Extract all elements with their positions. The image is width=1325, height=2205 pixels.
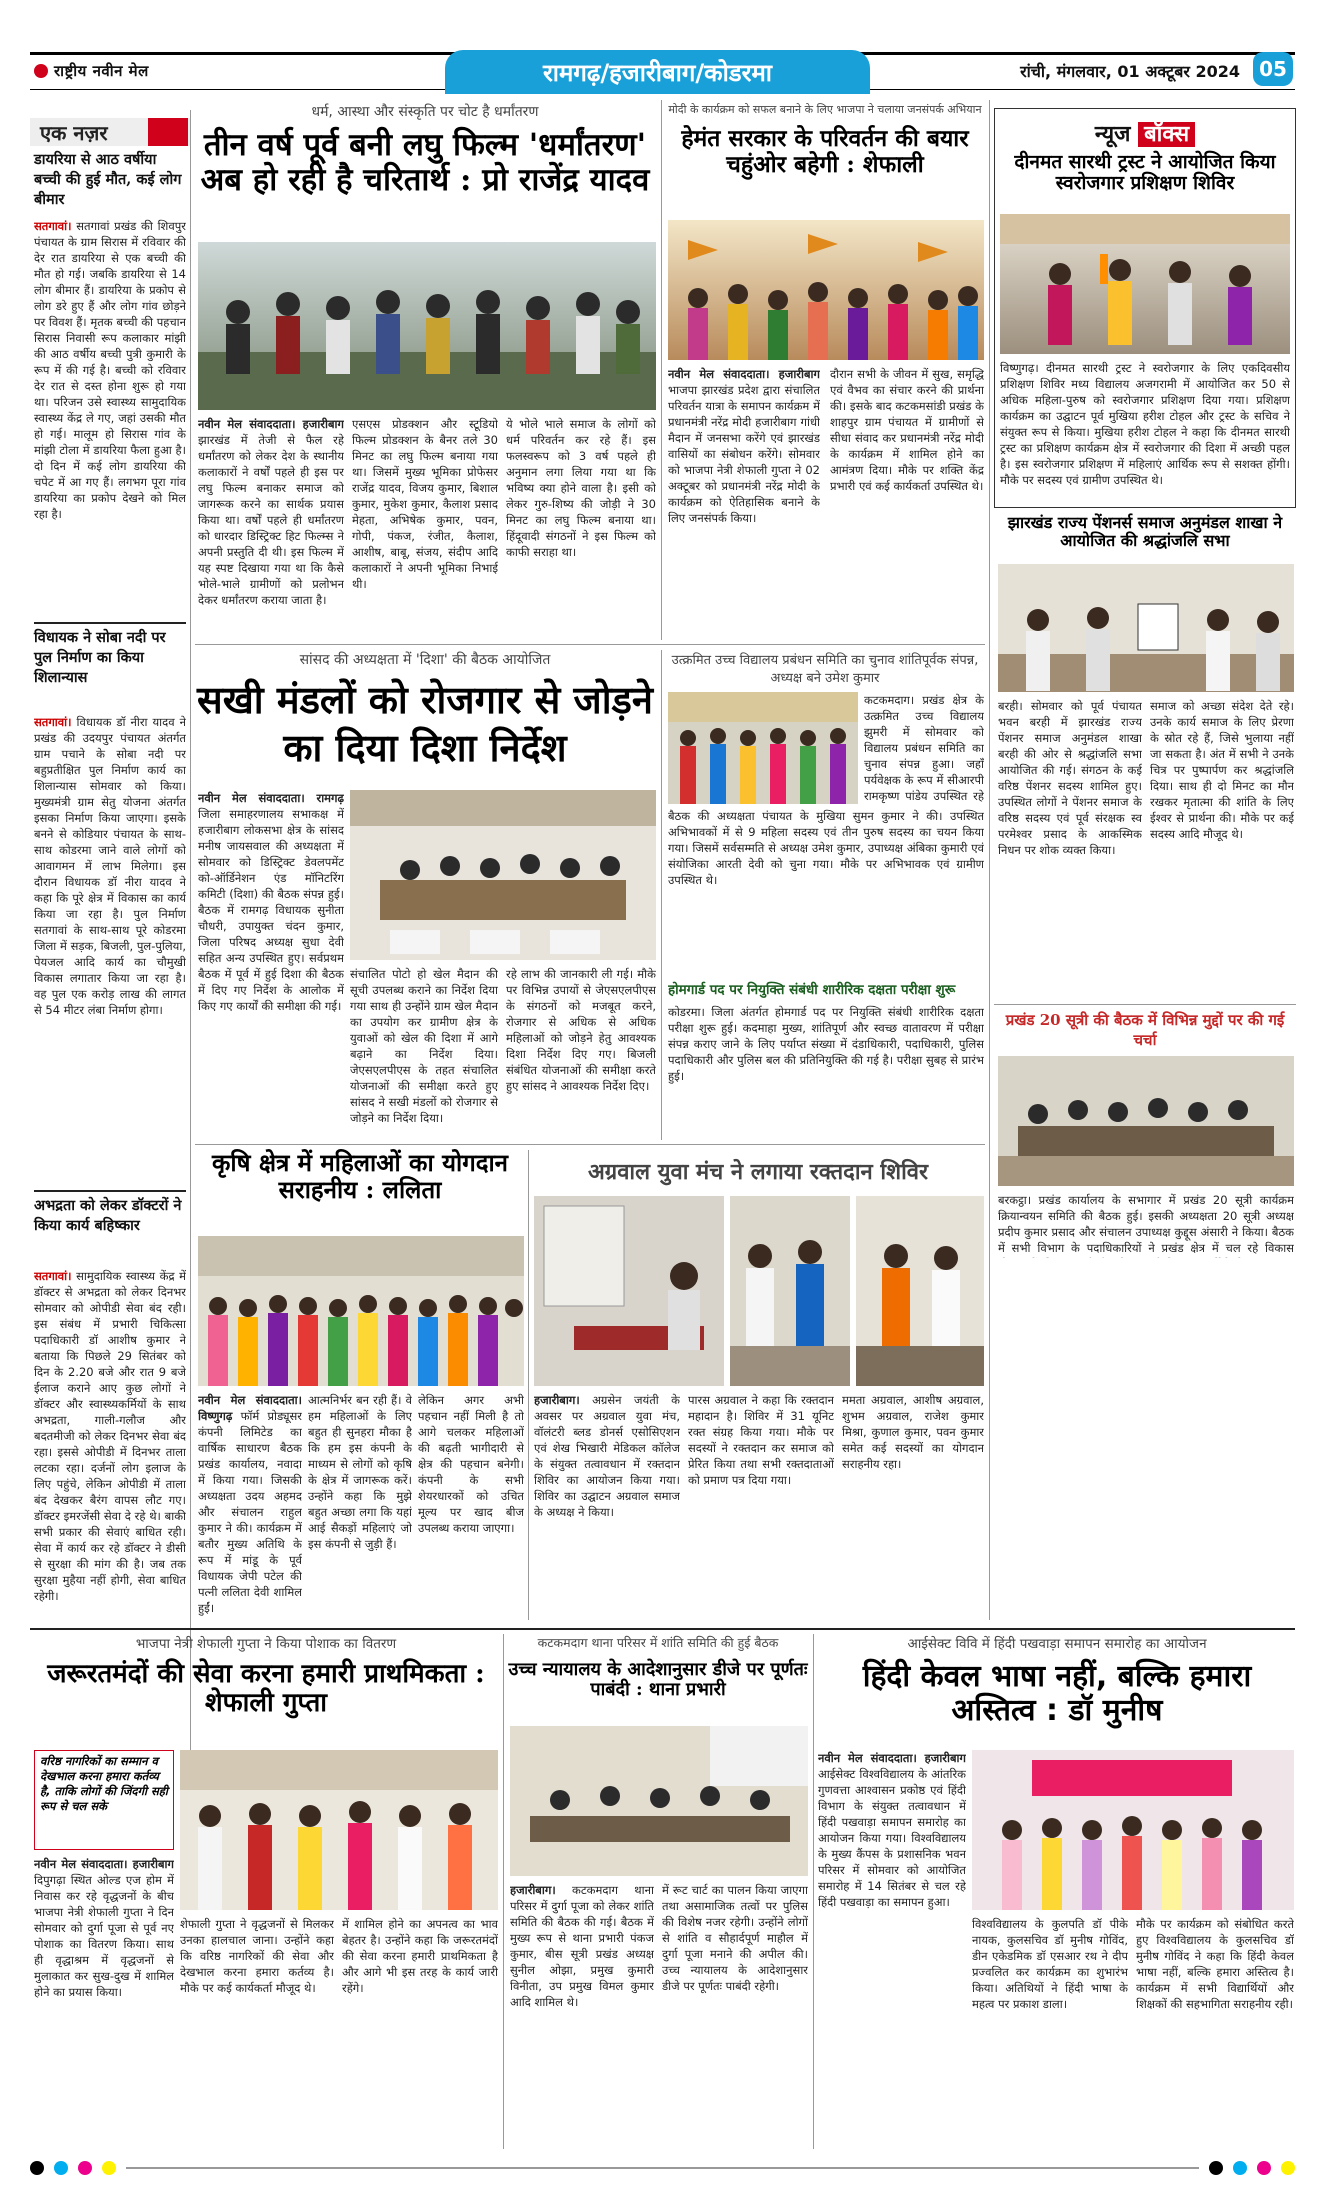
story1-kicker: धर्म, आस्था और संस्कृति पर चोट है धर्मांतरण — [311, 104, 539, 120]
story11-col1 — [510, 1882, 654, 2146]
story10-body1: दिपुगढ़ा स्थित ओल्ड एज होम में निवास कर रहे वृद्धजनों के बीच भाजपा नेत्री शेफाली गुप्ता ने दिन सोमवार को दुर्गा पूजा से पूर्व नए पोशाक का वितरण किया। साथ ही वृद्धाश्रम में वृद्धजनों से मुलाकात कर सुख-दुख में शामिल होने का प्रयास किया। — [34, 1873, 174, 1999]
story12-photo — [972, 1750, 1294, 1910]
story7-body: बरकट्ठा। प्रखंड कार्यालय के सभागार में प्रखंड 20 सूत्री कार्यक्रम क्रियान्वयन समिति की बैठक हुई। इसकी अध्यक्षता 20 सूत्री अध्यक्ष प्रदीप कुमार प्रसाद और संचालन उपाध्यक्ष कुद्दूस अंसारी ने किया। बैठक में सभी विभाग के पदाधिकारियों ने प्रखंड क्षेत्र में चल रहे विकास — [998, 1193, 1294, 1255]
divider — [34, 622, 186, 624]
story3-photo — [350, 790, 656, 960]
story9-body1: अग्रसेन जयंती के अवसर पर अग्रवाल युवा मंच, वॉलंटरी ब्लड डोनर्स एसोसिएशन एवं शेख भिखारी मेडिकल कॉलेज के संयुक्त तत्वावधान में रक्तदान शिविर का आयोजन किया गया। शिविर का उद्घाटन अग्रवाल समाज के अध्यक्ष ने किया। — [534, 1393, 680, 1519]
story9-col3: ममता अग्रवाल, आशीष अग्रवाल, शुभम अग्रवाल, राजेश कुमार मिश्रा, कुणाल कुमार, पवन कुमार समेत कई सदस्यों का योगदान सराहनीय रहा। — [842, 1393, 984, 1471]
brand-logo — [34, 55, 234, 87]
story11-headline: उच्च न्यायालय के आदेशानुसार डीजे पर पूर्णतः पाबंदी : थाना प्रभारी — [508, 1659, 808, 1701]
story4-subhead: होमगार्ड पद पर नियुक्ति संबंधी शारीरिक दक्षता परीक्षा शुरू — [668, 982, 956, 998]
story8-col3: लेकिन अगर अभी पहचान नहीं मिली है तो आगे चलकर महिलाओं की बढ़ती भागीदारी से क्षेत्र की पहचान बनेगी। कंपनी के सभी शेयरधारकों को उचित मूल्य पर खाद बीज उपलब्ध कराया जाएगा। — [418, 1393, 524, 1535]
registration-dot-icon — [1257, 2161, 1271, 2175]
date-line: रांची, मंगलवार, 01 अक्टूबर 2024 — [1020, 62, 1240, 81]
brief3-text: सामुदायिक स्वास्थ्य केंद्र में डॉक्टर से अभद्रता को लेकर दिनभर सोमवार को ओपीडी सेवा बंद रही। इस संबंध में प्रभारी चिकित्सा पदाधिकारी डॉ आशीष कुमार ने बताया कि पिछले 29 सितंबर को दिन के 2.20 बजे और रात 9 बजे ईलाज कराने आए कुछ लोगों ने डॉक्टर और स्वास्थ्यकर्मियों के साथ अभद्रता, गाली-गलौज और बदतमीजी को लेकर दिनभर सेवा बंद रहा। इससे ओपीडी में दिनभर ताला लटका रहा। दर्जनों लोग इलाज के लिए पहुंचे, लेकिन ओपीडी में ताला बंद देखकर बैरंग वापस लौट गए। डॉक्टर इमरजेंसी सेवा दे रहे थे। बाकी सभी प्रकार की सेवाएं बाधित रही। सेवा में कार्य कर रहे डॉक्टर ने डीसी से सुरक्षा की मांग की है। जब तक सुरक्षा मुहैया नहीं होगी, सेवा बाधित रहेगी। — [34, 1269, 186, 1603]
story3-col2: संचालित पोटो हो खेल मैदान की सूची उपलब्ध कराने का निर्देश दिया गया साथ ही उन्होंने ग्राम खेल मैदान का उपयोग कर ग्रामीण क्षेत्र के युवाओं को खेल की दिशा में आगे बढ़ाने का निर्देश दिया। जेएसएलपीएस के तहत संचालित योजनाओं की समीक्षा करते हुए सांसद ने सखी मंडलों को रोजगार से जोड़ने का निर्देश दिया। — [350, 967, 498, 1125]
story3-col3: रहे लाभ की जानकारी ली गई। मौके पर विभिन्न उपायों से जेएसएलपीएस के संगठनों को मजबूत करने, रोजगार से अधिक से अधिक महिलाओं को जोड़ने हेतु आवश्यक दिशा निर्देश दिए गए। बिजली संबंधित योजनाओं की समीक्षा करते हुए सांसद ने आवश्यक निर्देश दिए। — [506, 967, 656, 1093]
column-divider — [528, 1150, 529, 1620]
registration-dot-icon — [1209, 2161, 1223, 2175]
edition-title-banner — [445, 50, 870, 94]
story3-col1 — [198, 790, 344, 1140]
brief1-place: सतगावां। — [34, 219, 72, 233]
story3-byline: नवीन मेल संवाददाता। रामगढ़ — [198, 791, 344, 805]
divider — [34, 1190, 186, 1192]
registration-dot-icon — [54, 2161, 68, 2175]
story6-photo — [998, 564, 1294, 692]
story4-body1: कटकमदाग। प्रखंड क्षेत्र के उत्क्रमित उच्च विद्यालय झुमरी में सोमवार को विद्यालय प्रबंधन समिति का चुनाव संपन्न हुआ। जहाँ पर्यवेक्षक के रूप में सीआरपी रामकृष्ण पांडेय उपस्थित रहे — [864, 693, 984, 803]
story10-col2: शेफाली गुप्ता ने वृद्धजनों से मिलकर उनका हालचाल जाना। उन्होंने कहा कि वरिष्ठ नागरिकों की सेवा और देखभाल करना हमारा कर्तव्य है। मौके पर कई कार्यकर्ता मौजूद थे। — [180, 1917, 334, 1995]
edition-title: रामगढ़/हजारीबाग/कोडरमा — [542, 58, 773, 87]
story12-col2: विश्वविद्यालय के कुलपति डॉ पीके नायक, कुलसचिव डॉ मुनीष गोविंद, डीन एकेडमिक डॉ एसआर रथ ने दीप प्रज्वलित कर कार्यक्रम का शुभारंभ किया। अतिथियों ने हिंदी भाषा के महत्व पर प्रकाश डाला। — [972, 1917, 1128, 2011]
story11-body1: कटकमदाग थाना परिसर में दुर्गा पूजा को लेकर शांति समिति की बैठक की गई। बैठक में मुख्य रूप से थाना प्रभारी पंकज कुमार, बीस सूत्री प्रखंड अध्यक्ष सुनील ओझा, प्रमुख कुमारी विनीता, उप प्रमुख विमल कुमार आदि शामिल थे। — [510, 1883, 654, 2009]
divider — [195, 644, 985, 645]
story1-col1 — [198, 416, 344, 636]
story11-photo — [510, 1726, 808, 1876]
registration-dot-icon — [102, 2161, 116, 2175]
story10-quote: वरिष्ठ नागरिकों का सम्मान व देखभाल करना हमारा कर्तव्य है, ताकि लोगों की जिंदगी सही रूप से चल सके — [40, 1754, 168, 1813]
brief1-text: सतगावां प्रखंड की शिवपुर पंचायत के ग्राम सिरास में रविवार की देर रात डायरिया से एक बच्ची की मौत हो गई। जबकि डायरिया से 14 लोग बीमार हैं। डायरिया के प्रकोप से लोग डरे हुए हैं और लोग गांव छोड़ने पर विवश हैं। मृतक बच्ची की पहचान सिरास निवासी रूप कलाकार मांझी की आठ वर्षीय बच्ची पुत्री कुमारी के रूप में की गई है। बच्ची को रविवार देर रात से दस्त होना शुरू हो गया था। परिजन उसे स्वास्थ्य सामुदायिक स्वास्थ्य केंद्र ले गए, जहां उसकी मौत हो गई। मालूम हो सिरास गांव के मांझी टोला में डायरिया फैला हुआ है। दो दिन में कई लोग डायरिया की चपेट में आ गए हैं। लगभग पूरा गांव डायरिया का प्रकोप देखने को मिल रहा है। — [34, 219, 186, 521]
brand-dot-icon — [34, 64, 48, 78]
story10-col3: में शामिल होने का अपनत्व का भाव बेहतर है। उन्होंने कहा कि जरूरतमंदों की सेवा करना हमारी प्राथमिकता है और आगे भी इस तरह के कार्य जारी रहेंगे। — [342, 1917, 498, 1995]
story10-byline: नवीन मेल संवाददाता। हजारीबाग — [34, 1857, 174, 1871]
news-box-kicker — [994, 118, 1296, 148]
story4-subbody: कोडरमा। जिला अंतर्गत होमगार्ड पद पर नियुक्ति संबंधी शारीरिक दक्षता परीक्षा शुरू हुई। कदमाहा मुख्य, शांतिपूर्ण और स्वच्छ वातावरण में परीक्षा संपन्न कराए जाने के लिए पर्याप्त संख्या में दंडाधिकारी, पदाधिकारी, पुलिस पदाधिकारी और पुलिस बल की प्रतिनियुक्ति की गई है। परीक्षा सुबह से प्रारंभ हुई। — [668, 1005, 984, 1083]
column-divider — [190, 110, 191, 1760]
story11-byline: हजारीबाग। — [510, 1883, 556, 1897]
brief3-place: सतगावां। — [34, 1269, 72, 1283]
story6-headline: झारखंड राज्य पेंशनर्स समाज अनुमंडल शाखा ने आयोजित की श्रद्धांजलि सभा — [1007, 513, 1283, 550]
column-divider — [503, 1634, 504, 2149]
news-box-kicker-plain: न्यूज — [1094, 122, 1131, 147]
story2-col2: दौरान सभी के जीवन में सुख, समृद्धि एवं वैभव का संचार करने की प्रार्थना की। इसके बाद कटकमसांडी प्रखंड के शाहपुर ग्राम पंचायत में ग्रामीणों से सीधा संवाद कर प्रधानमंत्री नरेंद्र मोदी के कार्यक्रम में शामिल होने का आमंत्रण दिया। मौके पर शक्ति केंद्र प्रभारी एवं कई कार्यकर्ता उपस्थित थे। — [830, 367, 984, 493]
brief3-headline: अभद्रता को लेकर डॉक्टरों ने किया कार्य बहिष्कार — [34, 1197, 182, 1234]
section-accent — [148, 118, 188, 146]
column-divider — [661, 650, 662, 1140]
story9-col2: पारस अग्रवाल ने कहा कि रक्तदान महादान है। शिविर में 31 यूनिट रक्त संग्रह किया गया। मौके पर सदस्यों ने रक्तदान कर समाज को प्रेरित किया तथा सभी रक्तदाताओं को प्रमाण पत्र दिया गया। — [688, 1393, 834, 1487]
story10-col1 — [34, 1856, 174, 2146]
story8-col2: आत्मनिर्भर बन रही हैं। वे हम महिलाओं के लिए बहुत ही सुनहरा मौका है कि हम इस कंपनी के माध्यम से लोगों को कृषि के क्षेत्र में जागरूक करें। उन्होंने कहा कि मुझे बहुत अच्छा लगा कि यहां आई सैकड़ों महिलाएं जो इस कंपनी से जुड़ी हैं। — [308, 1393, 412, 1551]
print-color-strip — [30, 2160, 1295, 2176]
brief2-body — [34, 714, 186, 1184]
story2-photo — [668, 220, 984, 360]
registration-dot-icon — [1233, 2161, 1247, 2175]
story9-byline: हजारीबाग। — [534, 1393, 580, 1407]
news-box-photo — [1000, 214, 1290, 354]
story9-photo-left — [534, 1196, 724, 1386]
story4-kicker: उत्क्रमित उच्च विद्यालय प्रबंधन समिति का चुनाव शांतिपूर्वक संपन्न, अध्यक्ष बने उमेश कुमार — [671, 653, 979, 686]
story1-byline: नवीन मेल संवाददाता। हजारीबाग — [198, 417, 344, 431]
divider — [30, 1628, 1295, 1630]
story7-photo — [998, 1056, 1294, 1186]
story1-col2: एसएस प्रोडक्शन और स्टूडियो फिल्म प्रोडक्शन के बैनर तले 30 मिनट का लघु फिल्म बनाया गया था। जिसमें मुख्य भूमिका प्रोफेसर राजेंद्र यादव, विजय कुमार, बिशाल कुमार, मुकेश कुमार, कैलाश प्रसाद मेहता, अभिषेक कुमार, पवन, गोपी, पंकज, रंजीत, कैलाश, आशीष, बाबू, संजय, संदीप आदि कलाकारों ने अपनी भूमिका निभाई थी। — [352, 417, 498, 591]
registration-dot-icon — [30, 2161, 44, 2175]
brief2-place: सतगावां। — [34, 715, 72, 729]
brief1-headline: डायरिया से आठ वर्षीया बच्ची की हुई मौत, कई लोग बीमार — [34, 151, 182, 208]
story8-byline: नवीन मेल संवाददाता। विष्णुगढ़ — [198, 1393, 302, 1423]
story9-col1 — [534, 1392, 680, 1622]
story2-col1 — [668, 366, 820, 636]
story3-kicker: सांसद की अध्यक्षता में 'दिशा' की बैठक आयोजित — [299, 652, 551, 668]
brief1-body — [34, 218, 186, 618]
story9-photo-mid — [730, 1196, 850, 1386]
news-box-body: विष्णुगढ़। दीनमत सारथी ट्रस्ट ने स्वरोजगार के लिए एकदिवसीय प्रशिक्षण शिविर मध्य विद्यालय अजगरामी में आयोजित कर 50 से अधिक महिला-पुरुष को स्वरोजगार प्रशिक्षण दिया गया। प्रशिक्षण कार्यक्रम का उद्घाटन पूर्व मुखिया हरीश टोहल और ट्रस्ट के सचिव ने संयुक्त रूप से किया। मुखिया हरीश टोहल ने कहा कि दीनमत सारथी ट्रस्ट का प्रशिक्षण कार्यक्रम क्षेत्र में स्वरोजगार की दिशा में अच्छी पहल है। इस स्वरोजगार प्रशिक्षण में महिलाएं आर्थिक रूप से सशक्त होंगी। मौके पर सदस्य एवं ग्रामीण उपस्थित थे। — [1000, 361, 1290, 487]
story8-headline: कृषि क्षेत्र में महिलाओं का योगदान सराहनीय : ललिता — [211, 1148, 508, 1204]
story3-headline: सखी मंडलों को रोजगार से जोड़ने का दिया दिशा निर्देश — [197, 678, 653, 770]
brief2-text: विधायक डॉ नीरा यादव ने प्रखंड की उदयपुर पंचायत अंतर्गत ग्राम पचाने के सोबा नदी पर बहुप्रतीक्षित पुल निर्माण कार्य का शिलान्यास सोमवार को किया। मुख्यमंत्री ग्राम सेतु योजना अंतर्गत इसका निर्माण किया जाएगा। इसके बनने से कोडियार पंचायत के साथ-साथ कोडरमा जाने वाले लोगों को आवागमन में लाभ मिलेगा। इस दौरान विधायक डॉ नीरा यादव ने कहा कि पूरे क्षेत्र में विकास का कार्य किया जा रहा है। पुल निर्माण सतगावां के साथ-साथ पूरे कोडरमा जिला में सड़क, बिजली, पुल-पुलिया, पेयजल आदि कार्य का चौमुखी विकास लगातार किया जा रहा है। वह पुल एक करोड़ लाख की लागत से 54 मीटर लंबा निर्माण होगा। — [34, 715, 186, 1017]
column-divider — [813, 1634, 814, 2149]
story1-photo — [198, 242, 656, 410]
story2-kicker: मोदी के कार्यक्रम को सफल बनाने के लिए भाजपा ने चलाया जनसंपर्क अभियान — [668, 103, 982, 116]
story4-photo — [668, 692, 858, 804]
news-box-kicker-accent: बॉक्स — [1138, 122, 1195, 147]
story3-body1: जिला समाहरणालय सभाकक्ष में हजारीबाग लोकसभा क्षेत्र के सांसद मनीष जायसवाल की अध्यक्षता में सोमवार को डिस्ट्रिक्ट डेवलपमेंट को-ऑर्डिनेशन एंड मॉनिटरिंग कमिटी (दिशा) की बैठक संपन्न हुई। बैठक में रामगढ़ विधायक सुनीता चौधरी, उपायुक्त चंदन कुमार, जिला परिषद अध्यक्ष सुधा देवी सहित अन्य उपस्थित हुए। सर्वप्रथम बैठक में पूर्व में हुई दिशा की बैठक में दिए गए निर्देश के आलोक में किए गए कार्यों की समीक्षा की गई। — [198, 807, 344, 1013]
news-box-headline: दीनमत सारथी ट्रस्ट ने आयोजित किया स्वरोजगार प्रशिक्षण शिविर — [1014, 151, 1276, 195]
story9-photo-right — [856, 1196, 984, 1386]
section-label-text: एक नज़र — [40, 120, 108, 145]
story10-headline: जरूरतमंदों की सेवा करना हमारी प्राथमिकता : शेफाली गुप्ता — [47, 1659, 485, 1719]
brief2-headline: विधायक ने सोबा नदी पर पुल निर्माण का किया शिलान्यास — [34, 629, 166, 686]
story4-body2: बैठक की अध्यक्षता पंचायत के मुखिया सुमन कुमार ने की। उपस्थित अभिभावकों में से 9 महिला सदस्य एवं तीन पुरुष सदस्य का चयन किया गया। जिसमें सर्वसम्मति से अध्यक्ष उमेश कुमार, उपाध्यक्ष अंबिका कुमारी एवं संयोजिका आरती देवी को चुना गया। मौके पर अभिभावक एवं ग्रामीण उपस्थित थे। — [668, 809, 984, 887]
story10-photo — [180, 1750, 498, 1910]
story12-headline: हिंदी केवल भाषा नहीं, बल्कि हमारा अस्तित्व : डॉ मुनीष — [862, 1659, 1252, 1728]
story1-col3: ये भोले भाले समाज के लोगों को धर्म परिवर्तन कर रहे हैं। इस फलस्वरूप को 3 वर्ष पहले ही अनुमान लगा लिया गया था कि भविष्य क्या होने वाला है। इसी को लेकर गुरु-शिष्य की जोड़ी ने 30 मिनट का लघु फिल्म बनाया था। हिंदूवादी संगठनों ने इस फिल्म को काफी सराहा था। — [506, 417, 656, 559]
column-divider — [661, 100, 662, 640]
column-divider — [989, 100, 990, 1260]
page-number: 05 — [1253, 52, 1293, 86]
story11-col2: में रूट चार्ट का पालन किया जाएगा तथा असामाजिक तत्वों पर पुलिस की विशेष नजर रहेगी। उन्होंने लोगों से शांति व सौहार्दपूर्ण माहौल में दुर्गा पूजा मनाने की अपील की। उच्च न्यायालय के आदेशानुसार डीजे पर पूर्णतः पाबंदी रहेगी। — [662, 1883, 808, 1993]
story1-body1: झारखंड में तेजी से फैल रहे धर्मांतरण को लेकर देश के स्थानीय कलाकारों ने वर्षों पहले ही इस पर लघु फिल्म बनाकर समाज को जागरूक करने का सार्थक प्रयास किया था। वर्षों पहले ही धर्मांतरण को धारदार डिस्ट्रिक्ट हिट फिल्म्स ने अपनी प्रस्तुति दी थी। इस फिल्म में यह स्पष्ट दिखाया गया था कि कैसे भोले-भाले ग्रामीणों को प्रलोभन देकर धर्मांतरण कराया जाता है। — [198, 433, 344, 607]
story7-headline: प्रखंड 20 सूत्री की बैठक में विभिन्न मुद्दों पर की गई चर्चा — [1005, 1011, 1285, 1049]
story10-kicker: भाजपा नेत्री शेफाली गुप्ता ने किया पोशाक का वितरण — [135, 1636, 397, 1652]
strip-line — [126, 2167, 1199, 2169]
story2-caption: नवीन मेल संवाददाता। हजारीबाग — [668, 367, 820, 381]
divider — [994, 1004, 1296, 1005]
story12-kicker: आईसेक्ट विवि में हिंदी पखवाड़ा समापन समारोह का आयोजन — [907, 1636, 1207, 1652]
story6-col1: बरही। सोमवार को पूर्व पंचायत भवन बरही में झारखंड राज्य पेंशनर समाज अनुमंडल शाखा बरही की ओर से श्रद्धांजलि सभा आयोजित की गई। संगठन के कई वरिष्ठ पेंशनर सदस्य शामिल हुए। उपस्थित लोगों ने पेंशनर समाज के वरिष्ठ सदस्य एवं पूर्व संरक्षक स्व परमेश्वर प्रसाद के आकस्मिक निधन पर शोक व्यक्त किया। — [998, 699, 1142, 857]
registration-dot-icon — [1281, 2161, 1295, 2175]
story12-col1 — [818, 1750, 966, 2146]
story6-col2: समाज को अच्छा संदेश देते रहे। उनके कार्य समाज के लिए प्रेरणा के स्रोत रहे हैं, जिसे भुलाया नहीं जा सकता है। अंत में सभी ने उनके चित्र पर पुष्पार्पण कर श्रद्धांजलि दिया। साथ ही दो मिनट का मौन रखकर मृतात्मा की शांति के लिए ईश्वर से प्रार्थना की। मौके पर कई सदस्य आदि मौजूद थे। — [1150, 699, 1294, 841]
story8-body1: फॉर्म प्रोड्यूसर कंपनी लिमिटेड का वार्षिक साधारण बैठक प्रखंड कार्यालय, नवादा में किया गया। जिसकी अध्यक्षता उदय अहमद और संचालन राहुल कुमार ने की। कार्यक्रम में बतौर मुख्य अतिथि के रूप में मांडू के पूर्व विधायक जेपी पटेल की पत्नी ललिता देवी शामिल हुईं। — [198, 1409, 302, 1615]
story8-col1 — [198, 1392, 302, 1622]
brand-name: राष्ट्रीय नवीन मेल — [54, 62, 149, 80]
story12-col3: मौके पर कार्यक्रम को संबोधित करते हुए विश्वविद्यालय के कुलसचिव डॉ मुनीष गोविंद ने कहा कि हिंदी केवल भाषा नहीं, बल्कि हमारा अस्तित्व है। कार्यक्रम में सभी विद्यार्थियों और शिक्षकों की सहभागिता सराहनीय रही। — [1136, 1917, 1294, 2011]
registration-dot-icon — [78, 2161, 92, 2175]
story2-headline: हेमंत सरकार के परिवर्तन की बयार चहुंओर बहेगी : शेफाली — [681, 125, 969, 178]
story2-body1: भाजपा झारखंड प्रदेश द्वारा संचालित परिवर्तन यात्रा के समापन कार्यक्रम में प्रधानमंत्री नरेंद्र मोदी हजारीबाग गांधी मैदान में जनसभा करेंगे एवं झारखंड वासियों का संबोधन करेंगे। सोमवार को भाजपा नेत्री शेफाली गुप्ता ने 02 अक्टूबर को प्रधानमंत्री नरेंद्र मोदी के कार्यक्रम को ऐतिहासिक बनाने के लिए जनसंपर्क किया। — [668, 383, 820, 525]
story11-kicker: कटकमदाग थाना परिसर में शांति समिति की हुई बैठक — [537, 1635, 779, 1650]
column-divider — [989, 1260, 990, 1620]
story9-headline: अग्रवाल युवा मंच ने लगाया रक्तदान शिविर — [587, 1159, 928, 1185]
story1-headline: तीन वर्ष पूर्व बनी लघु फिल्म 'धर्मांतरण' अब हो रही है चरितार्थ : प्रो राजेंद्र यादव — [200, 127, 650, 198]
divider — [195, 1144, 985, 1145]
story8-photo — [198, 1236, 524, 1386]
story12-byline: नवीन मेल संवाददाता। हजारीबाग — [818, 1751, 966, 1765]
story12-body1: आईसेक्ट विश्वविद्यालय के आंतरिक गुणवत्ता आश्वासन प्रकोष्ठ एवं हिंदी विभाग के संयुक्त तत्वावधान में हिंदी पखवाड़ा समापन समारोह का आयोजन किया गया। विश्वविद्यालय के मुख्य कैंपस के प्रशासनिक भवन परिसर में सोमवार को आयोजित समारोह में 14 सितंबर से चल रहे हिंदी पखवाड़ा का समापन हुआ। — [818, 1767, 966, 1909]
